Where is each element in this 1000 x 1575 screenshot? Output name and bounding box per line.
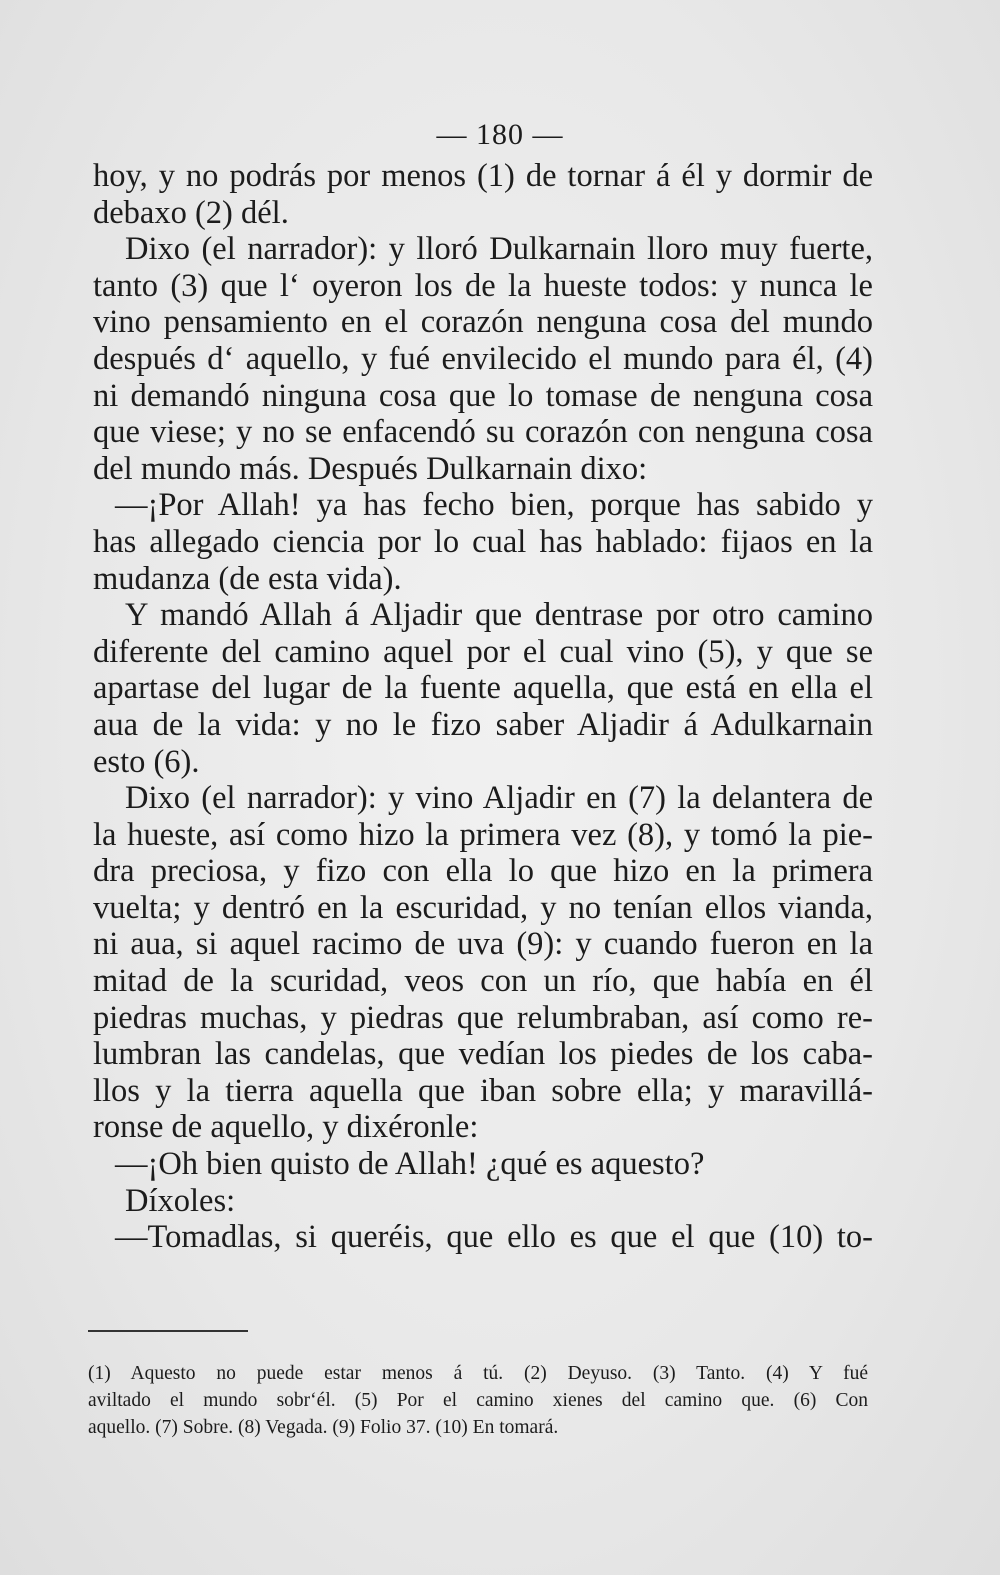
footnote-line: aviltado el mundo sobr‘él. (5) Por el camino xienes del camino que. (6) Con: [88, 1390, 868, 1411]
page-number: — 180 —: [436, 118, 564, 151]
text-line: mudanza (de esta vida).: [93, 560, 402, 597]
footnotes: [88, 1360, 868, 1441]
text-line: —Tomadlas, si queréis, que ello es que el que (10) to-: [115, 1219, 873, 1256]
text-line: aua de la vida: y no le fizo saber Aljadir á Adulkarnain: [93, 706, 873, 743]
body-text: [93, 158, 873, 1256]
text-line: debaxo (2) dél.: [93, 194, 289, 231]
text-line: Díxoles:: [125, 1182, 236, 1219]
text-line: lumbran las candelas, que vedían los piedes de los caba-: [93, 1036, 873, 1073]
text-line: has allegado ciencia por lo cual has hablado: fijaos en la: [93, 523, 873, 560]
text-line: Dixo (el narrador): y lloró Dulkarnain lloro muy fuerte,: [125, 231, 873, 268]
text-line: —¡Oh bien quisto de Allah! ¿qué es aquesto?: [115, 1146, 705, 1183]
text-line: —¡Por Allah! ya has fecho bien, porque has sabido y: [115, 487, 873, 524]
text-line: esto (6).: [93, 743, 200, 780]
text-line: después d‘ aquello, y fué envilecido el mundo para él, (4): [93, 340, 873, 377]
text-line: ni aua, si aquel racimo de uva (9): y cuando fueron en la: [93, 926, 873, 963]
text-line: apartase del lugar de la fuente aquella, que está en ella el: [93, 670, 873, 707]
text-line: mitad de la scuridad, veos con un río, que había en él: [93, 963, 873, 1000]
text-line: dra preciosa, y fizo con ella lo que hizo en la primera: [93, 853, 873, 890]
text-line: que viese; y no se enfacendó su corazón con nenguna cosa: [93, 414, 873, 451]
text-line: vuelta; y dentró en la escuridad, y no tenían ellos vianda,: [93, 889, 873, 926]
footnote-line: aquello. (7) Sobre. (8) Vegada. (9) Folio 37. (10) En tomará.: [88, 1417, 559, 1438]
text-line: diferente del camino aquel por el cual vino (5), y que se: [93, 633, 873, 670]
text-line: llos y la tierra aquella que iban sobre ella; y maravillá-: [93, 1072, 873, 1109]
footnote-line: (1) Aquesto no puede estar menos á tú. (2) Deyuso. (3) Tanto. (4) Y fué: [88, 1363, 868, 1384]
text-line: Dixo (el narrador): y vino Aljadir en (7) la delantera de: [125, 780, 873, 817]
text-line: hoy, y no podrás por menos (1) de tornar á él y dormir de: [93, 158, 873, 194]
text-line: piedras muchas, y piedras que relumbraban, así como re-: [93, 999, 873, 1036]
text-line: ni demandó ninguna cosa que lo tomase de nenguna cosa: [93, 377, 873, 414]
text-line: del mundo más. Después Dulkarnain dixo:: [93, 450, 648, 487]
footnote-divider: [88, 1330, 248, 1332]
text-line: ronse de aquello, y dixéronle:: [93, 1109, 479, 1146]
text-line: vino pensamiento en el corazón nenguna cosa del mundo: [93, 304, 873, 341]
text-line: la hueste, así como hizo la primera vez (8), y tomó la pie-: [93, 816, 873, 853]
text-line: tanto (3) que l‘ oyeron los de la hueste todos: y nunca le: [93, 267, 873, 304]
text-line: Y mandó Allah á Aljadir que dentrase por otro camino: [125, 597, 873, 634]
